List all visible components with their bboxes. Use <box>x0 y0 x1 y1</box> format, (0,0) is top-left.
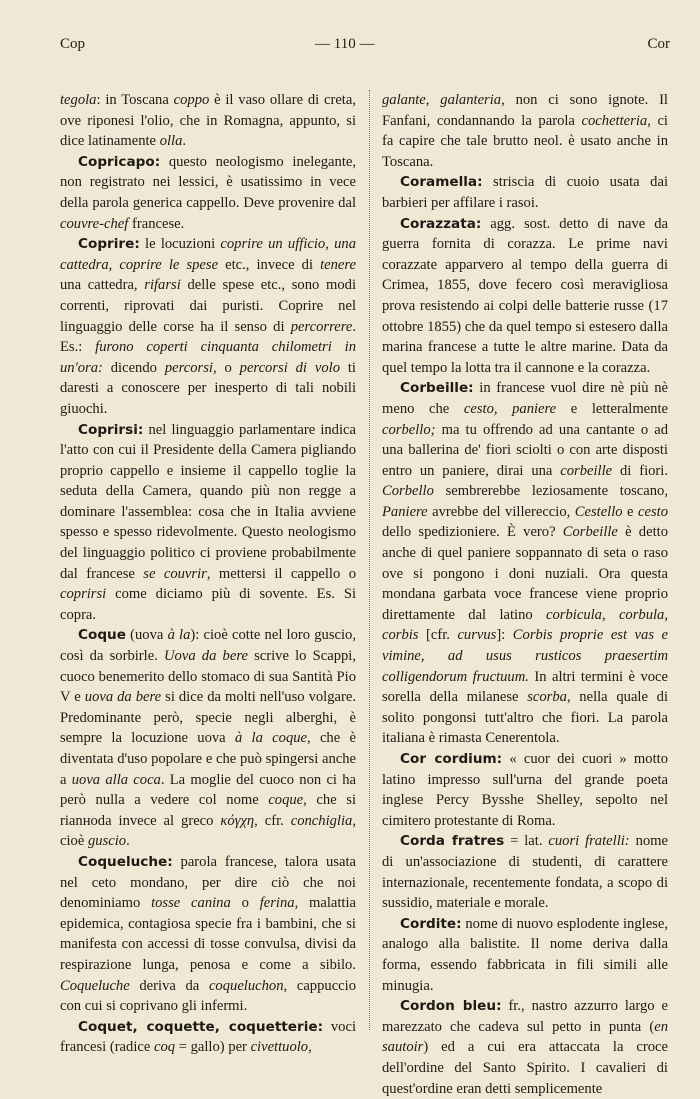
entry-body: le locuzioni coprire un ufficio, una cattedra, coprire le spese etc., invece di tenere una cattedra, rifarsi delle spese etc., sono modi correnti, riprovati dai puristi. Coprire nel linguaggio delle corse ha il senso di percorrere. Es.: furono coperti cinquanta chilometri in un'ora: dicendo percorsi, o percorsi di volo ti daresti a conoscere per inesperto di tali nobili giuochi. <box>60 236 357 417</box>
dictionary-entry <box>60 234 356 419</box>
dictionary-entry <box>60 420 356 626</box>
header-left-guideword: Cop <box>60 36 86 52</box>
entry-headword: Coramella: <box>400 174 483 191</box>
entry-body: = lat. cuori fratelli: nome di un'associazione di studenti, di carattere internazionale, recentemente fondata, a scopo di sussidio, materiale e morale. <box>382 833 668 912</box>
entry-body: nel linguaggio parlamentare indica l'atto con cui il Presidente della Camera pigliando proprio cappello e insieme il cappello toglie la seduta della Camera, quando più non regge a dominare l'assemblea: cosa che in Italia avviene spesso e spesso ridevolmente. Questo neologismo del linguaggio politico ci proviene probabilmente dal francese se couvrir, mettersi il cappello o coprirsi come diciamo più di sovente. Es. Si copra. <box>60 421 356 623</box>
dictionary-entry <box>60 1017 356 1058</box>
page-header <box>60 36 670 60</box>
dictionary-entry <box>60 152 356 234</box>
entry-headword: Coqueluche: <box>78 853 173 870</box>
dictionary-entry <box>382 749 668 831</box>
entry-body: tegola: in Toscana coppo è il vaso ollare di creta, ove riponesi l'olio, che in Romagna, appunto, si dice latinamente olla. <box>60 92 356 150</box>
entry-headword: Copricapo: <box>78 153 161 170</box>
dictionary-entry <box>382 831 668 913</box>
entry-headword: Coque <box>78 627 126 644</box>
entry-headword: Corbeille: <box>400 380 474 397</box>
entry-body: striscia di cuoio usata dai barbieri per affilare i rasoi. <box>382 174 668 211</box>
page-number: — 110 — <box>315 36 375 52</box>
entry-body: voci francesi (radice coq = gallo) per civettuolo, <box>60 1018 356 1056</box>
entry-body: questo neologismo inelegante, non registrato nei lessici, è usatissimo in vece della parola generica cappello. Deve provenire dal couvre-chef francese. <box>60 153 356 232</box>
entry-body: parola francese, talora usata nel ceto mondano, per dire ciò che noi denominiamo tosse canina o ferina, malattia epidemica, contagiosa specie fra i bambini, che si manifesta con accessi di tosse convulsa, divisi da respirazione lunga, penosa e come a sibilo. Coqueluche deriva da coqueluchon, cappuccio con cui si coprivano gli infermi. <box>60 853 357 1015</box>
entry-body: agg. sost. detto di nave da guerra fornita di corazza. Le prime navi corazzate apparvero al tempo della guerra di Crimea, 1855, dove fecero così meravigliosa prova resistendo ai colpi delle batterie russe (17 ottobre 1855) che da quel tempo si estesero dalla marina francese a tutte le altre marine. Data da quel tempo la lotta tra il cannone e la corazza. <box>382 215 668 376</box>
entry-headword: Coprirsi: <box>78 421 144 438</box>
dictionary-entry <box>382 996 668 1099</box>
entry-body: fr., nastro azzurro largo e marezzato che cadeva sul petto in punta (en sautoir) ed a cui era attaccata la croce dell'ordine del Santo Spirito. I cavalieri di quest'ordine eran detti semplicemente <box>382 998 668 1097</box>
dictionary-entry <box>382 378 668 749</box>
dictionary-entry <box>60 625 356 852</box>
entry-body: galante, galanteria, non ci sono ignote. Il Fanfani, condannando la parola cochetteria, ci fa capire che tale brutto neol. è usato anche in Toscana. <box>382 92 668 170</box>
entry-headword: Corda fratres <box>400 833 505 850</box>
dictionary-entry <box>382 172 668 213</box>
entry-body: « cuor dei cuori » motto latino impresso sull'urna del grande poeta inglese Percy Bysshe Shelley, sepolto nel cimitero protestante di Roma. <box>382 751 668 829</box>
entry-body: nome di nuovo esplodente inglese, analogo alla balistite. Il nome deriva dalla forma, essendo fabbricata in fili simili alle minugia. <box>382 915 668 994</box>
entry-headword: Corazzata: <box>400 215 482 232</box>
entry-body: in francese vuol dire nè più nè meno che cesto, paniere e letteralmente corbello; ma tu offrendo ad una cantante o ad una ballerina de' fiori sciolti o con arte disposti entro un paniere, dirai una corbeille di fiori. Corbello sembrerebbe leziosamente toscano, Paniere avrebbe del villereccio, Cestello e cesto dello spedizioniere. È vero? Corbeille è detto anche di quel paniere soppannato di seta o raso ove si pongono i doni nuziali. Ora questa mondana garbata voce francese viene proprio direttamente dal latino corbicula, corbula, corbis [cfr. curvus]: Corbis proprie est vas e vimine, ad usus rusticos praesertim colligendorum fructuum. In altri termini è voce sorella della milanese scorba, nella quale di solito pongonsi tutt'altro che fiori. La parola italiana è rimasta Cenerentola. <box>382 380 668 747</box>
entry-headword: Cor cordium: <box>400 751 503 767</box>
dictionary-entry <box>382 90 668 172</box>
header-right-guideword: Cor <box>647 36 670 52</box>
entry-headword: Cordite: <box>400 915 462 932</box>
left-column <box>60 90 356 1058</box>
entry-body: (uova à la): cioè cotte nel loro guscio, così da sorbirle. Uova da bere scrive lo Scappi, cuoco benemerito dello stomaco di sua Santità Pio V e uova da bere si dice da molti nell'uso volgare. Predominante però, specie negli alberghi, è sempre la locuzione uova à la coque, che è diventata d'uso popolare e che può spingersi anche a uova alla coca. La moglie del cuoco non ci ha però nulla a vedere col nome coque, che si rianноda invece al greco κόγχη, cfr. conchiglia, cioè guscio. <box>60 627 357 850</box>
entry-headword: Coquet, coquette, coquetterie: <box>78 1018 324 1035</box>
entry-headword: Coprire: <box>78 236 140 253</box>
entry-headword: Cordon bleu: <box>400 998 502 1015</box>
dictionary-entry <box>60 90 356 152</box>
column-divider <box>369 90 371 1030</box>
dictionary-entry <box>60 852 356 1017</box>
right-column <box>382 90 668 1099</box>
dictionary-entry <box>382 914 668 996</box>
dictionary-entry <box>382 214 668 379</box>
